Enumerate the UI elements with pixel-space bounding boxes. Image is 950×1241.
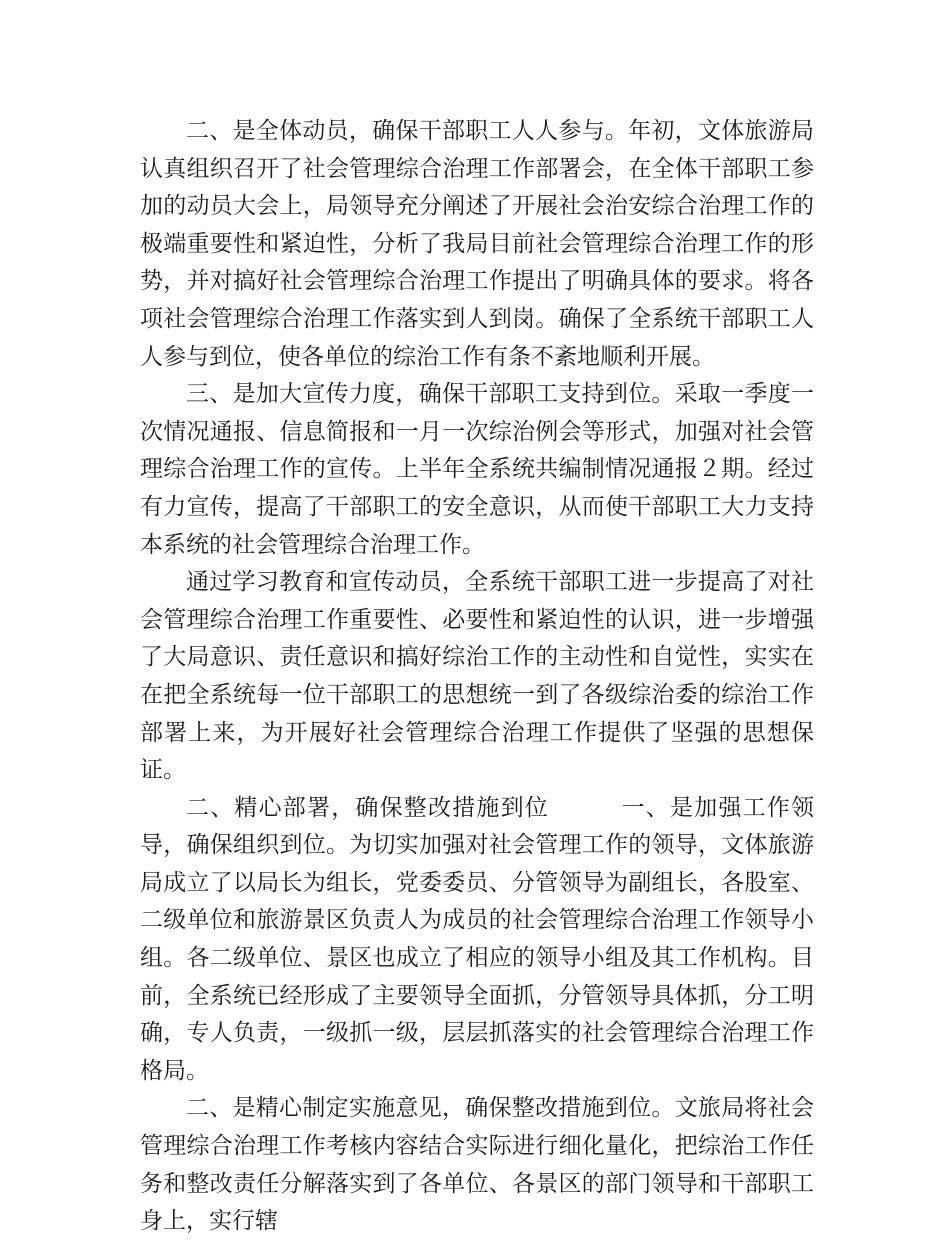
paragraph-3: 通过学习教育和宣传动员，全系统干部职工进一步提高了对社会管理综合治理工作重要性、必要性和紧迫性的认识，进一步增强了大局意识、责任意识和搞好综治工作的主动性和自觉性，实实在在把全系统每一位干部职工的思想统一到了各级综治委的综治工作部署上来，为开展好社会管理综合治理工作提供了坚强的思想保证。 <box>140 569 814 784</box>
paragraph-2: 三、是加大宣传力度，确保干部职工支持到位。采取一季度一次情况通报、信息简报和一月一次综治例会等形式，加强对社会管理综合治理工作的宣传。上半年全系统共编制情况通报２期。经过有力宣传，提高了干部职工的安全意识，从而使干部职工大力支持本系统的社会管理综合治理工作。 <box>140 381 814 558</box>
paragraph-5: 二、是精心制定实施意见，确保整改措施到位。文旅局将社会管理综合治理工作考核内容结合实际进行细化量化，把综治工作任务和整改责任分解落实到了各单位、各景区的部门领导和干部职工身上，实行辖 <box>140 1095 814 1235</box>
paragraph-1: 二、是全体动员，确保干部职工人人参与。年初，文体旅游局认真组织召开了社会管理综合治理工作部署会，在全体干部职工参加的动员大会上，局领导充分阐述了开展社会治安综合治理工作的极端重要性和紧迫性，分析了我局目前社会管理综合治理工作的形势，并对搞好社会管理综合治理工作提出了明确具体的要求。将各项社会管理综合治理工作落实到人到岗。确保了全系统干部职工人人参与到位，使各单位的综治工作有条不紊地顺利开展。 <box>140 118 814 370</box>
paragraph-4: 二、精心部署，确保整改措施到位 一、是加强工作领导，确保组织到位。为切实加强对社会管理工作的领导，文体旅游局成立了以局长为组长，党委委员、分管领导为副组长，各股室、二级单位和旅游景区负责人为成员的社会管理综合治理工作领导小组。各二级单位、景区也成立了相应的领导小组及其工作机构。目前，全系统已经形成了主要领导全面抓，分管领导具体抓，分工明确，专人负责，一级抓一级，层层抓落实的社会管理综合治理工作格局。 <box>140 794 814 1084</box>
document-body <box>140 113 814 1241</box>
